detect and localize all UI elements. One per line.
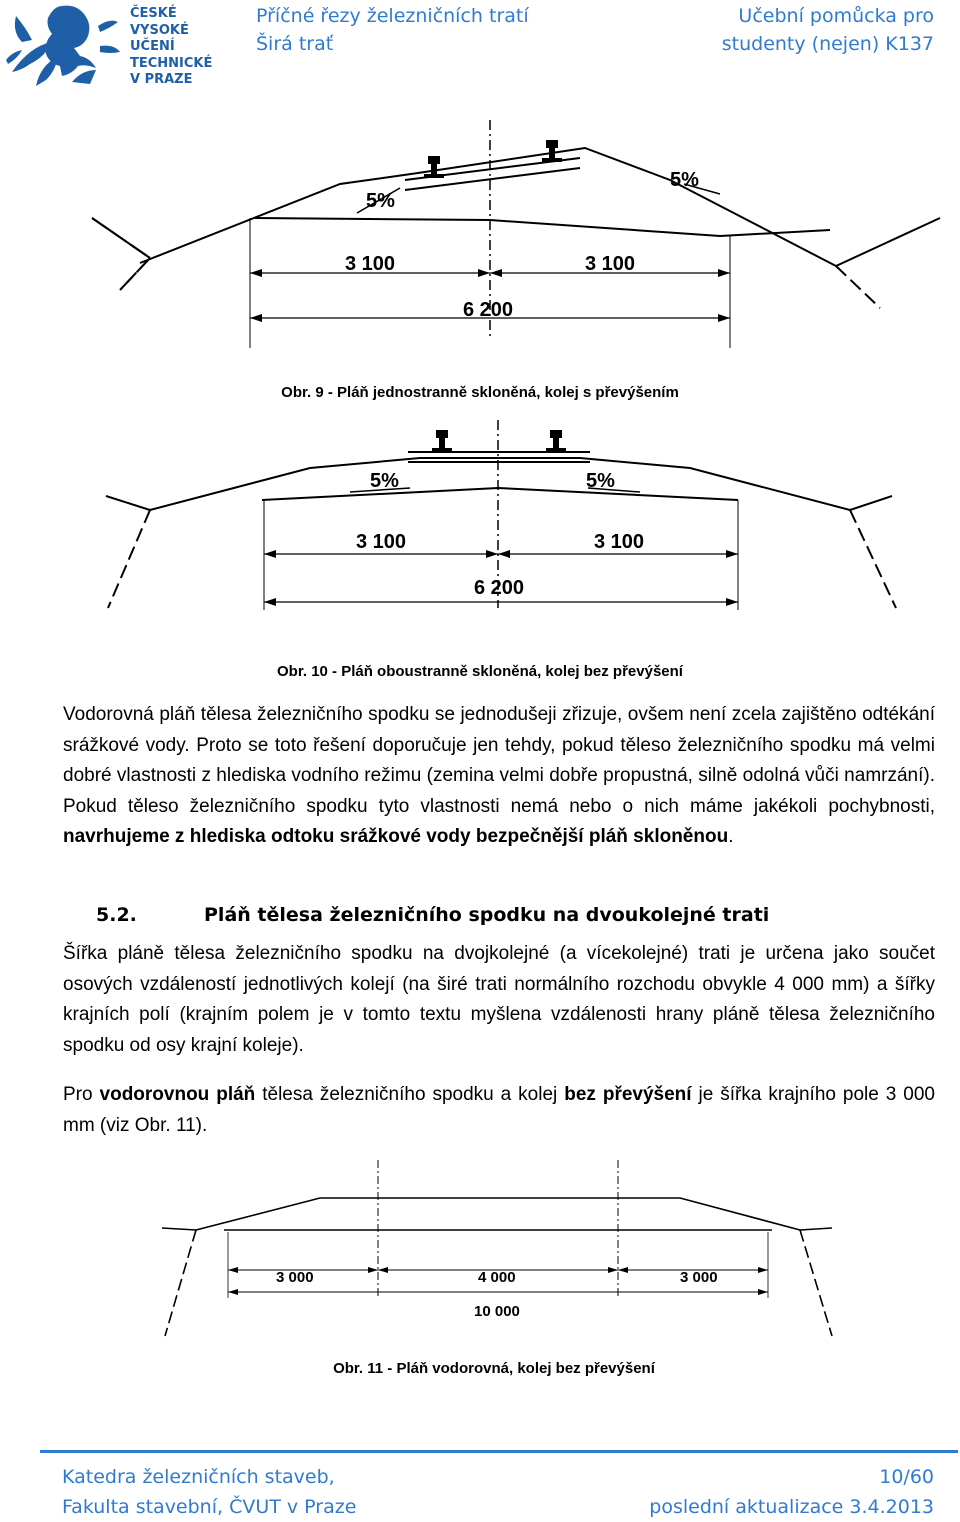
fig9-slope-right: 5% (670, 169, 699, 191)
paragraph-1-text: Vodorovná pláň tělesa železničního spodku se jednodušeji zřizuje, ovšem není zcela zajištěno odtékání srážkové vody. Proto se toto řešení doporučuje jen tehdy, pokud těleso železničního spodku má velmi dobré vlastnosti z hlediska vodního režimu (zemina velmi dobře propustná, silně odolná vůči namrzání). Pokud těleso železničního spodku tyto vlastnosti nemá nebo o nich máme jakékoli pochybnosti, (63, 704, 935, 817)
fig9-dim-right: 3 100 (585, 253, 636, 275)
paragraph-3-t2: tělesa železničního spodku a kolej (255, 1084, 565, 1105)
fig9-dim-left: 3 100 (345, 253, 396, 275)
figure-10-caption: Obr. 10 - Pláň oboustranně skloněná, kolej bez převýšení (277, 663, 683, 680)
fig11-dim-right: 3 000 (680, 1269, 718, 1286)
figure-9 (0, 118, 960, 368)
university-name (130, 6, 212, 89)
paragraph-2: Šířka pláně tělesa železničního spodku na dvojkolejné (a vícekolejné) trati je určena jako součet osových vzdáleností jednotlivých kolejí (na širé trati normálního rozchodu obvykle 4 000 mm) a šířky krajních polí (krajním polem je v tomto textu myšlena vzdálenosti hrany pláně tělesa železničního spodku od osy krajní koleje). (63, 943, 935, 1056)
header-subtitle (722, 2, 934, 58)
footer-right (649, 1462, 934, 1522)
paragraph-1-bold: navrhujeme z hlediska odtoku srážkové vody bezpečnější pláň skloněnou (63, 826, 729, 847)
logo-line-5: V PRAZE (130, 72, 193, 87)
fig11-dim-left: 3 000 (276, 1269, 314, 1286)
paragraph-3 (63, 1080, 935, 1141)
figure-10-drawing (0, 418, 960, 618)
figure-11 (0, 1158, 960, 1348)
figure-10 (0, 418, 960, 618)
fig10-slope-left: 5% (370, 470, 399, 492)
footer-left (62, 1462, 356, 1522)
logo-line-1: ČESKÉ (130, 6, 177, 21)
footer-faculty: Fakulta stavební, ČVUT v Praze (62, 1496, 357, 1518)
paragraph-3-b1: vodorovnou pláň (99, 1084, 256, 1105)
header-title (256, 2, 529, 58)
paragraph-3-t1: Pro (63, 1084, 100, 1105)
header-right-line1: Učební pomůcka pro (738, 5, 934, 27)
logo-line-2: VYSOKÉ (130, 22, 189, 38)
fig10-dim-right: 3 100 (594, 531, 645, 553)
figure-11-caption: Obr. 11 - Pláň vodorovná, kolej bez převýšení (333, 1360, 655, 1377)
fig11-dim-mid: 4 000 (478, 1269, 516, 1286)
page-number: 10/60 (879, 1466, 934, 1488)
figure-9-caption: Obr. 9 - Pláň jednostranně skloněná, kolej s převýšením (281, 384, 679, 401)
fig11-dim-total: 10 000 (474, 1303, 520, 1320)
section-number: 5.2. (96, 904, 137, 926)
logo-line-4: TECHNICKÉ (130, 55, 213, 71)
header-title-line2: Širá trať (256, 33, 334, 55)
fig9-dim-total: 6 200 (463, 299, 514, 321)
header-right-line2: studenty (nejen) K137 (721, 33, 934, 55)
figure-9-drawing (0, 118, 960, 368)
footer-department: Katedra železničních staveb, (62, 1466, 335, 1488)
cvut-lion-logo (2, 2, 126, 90)
fig10-dim-total: 6 200 (474, 577, 525, 599)
header-title-line1: Příčné řezy železničních tratí (256, 5, 529, 27)
logo-line-3: UČENÍ (130, 39, 175, 54)
paragraph-1-end: . (728, 826, 734, 847)
footer-divider (40, 1450, 958, 1453)
paragraph-3-b2: bez převýšení (564, 1084, 692, 1105)
paragraph-3-t3: je šířka krajního pole 3 000 mm (viz Obr. 11). (63, 1084, 935, 1136)
paragraph-1 (63, 700, 935, 853)
last-updated: poslední aktualizace 3.4.2013 (649, 1496, 934, 1518)
section-title: Pláň tělesa železničního spodku na dvoukolejné trati (204, 904, 770, 926)
section-heading (96, 904, 769, 926)
fig9-slope-left: 5% (366, 190, 395, 212)
fig10-dim-left: 3 100 (356, 531, 407, 553)
fig10-slope-right: 5% (586, 470, 615, 492)
figure-11-drawing (0, 1158, 960, 1348)
